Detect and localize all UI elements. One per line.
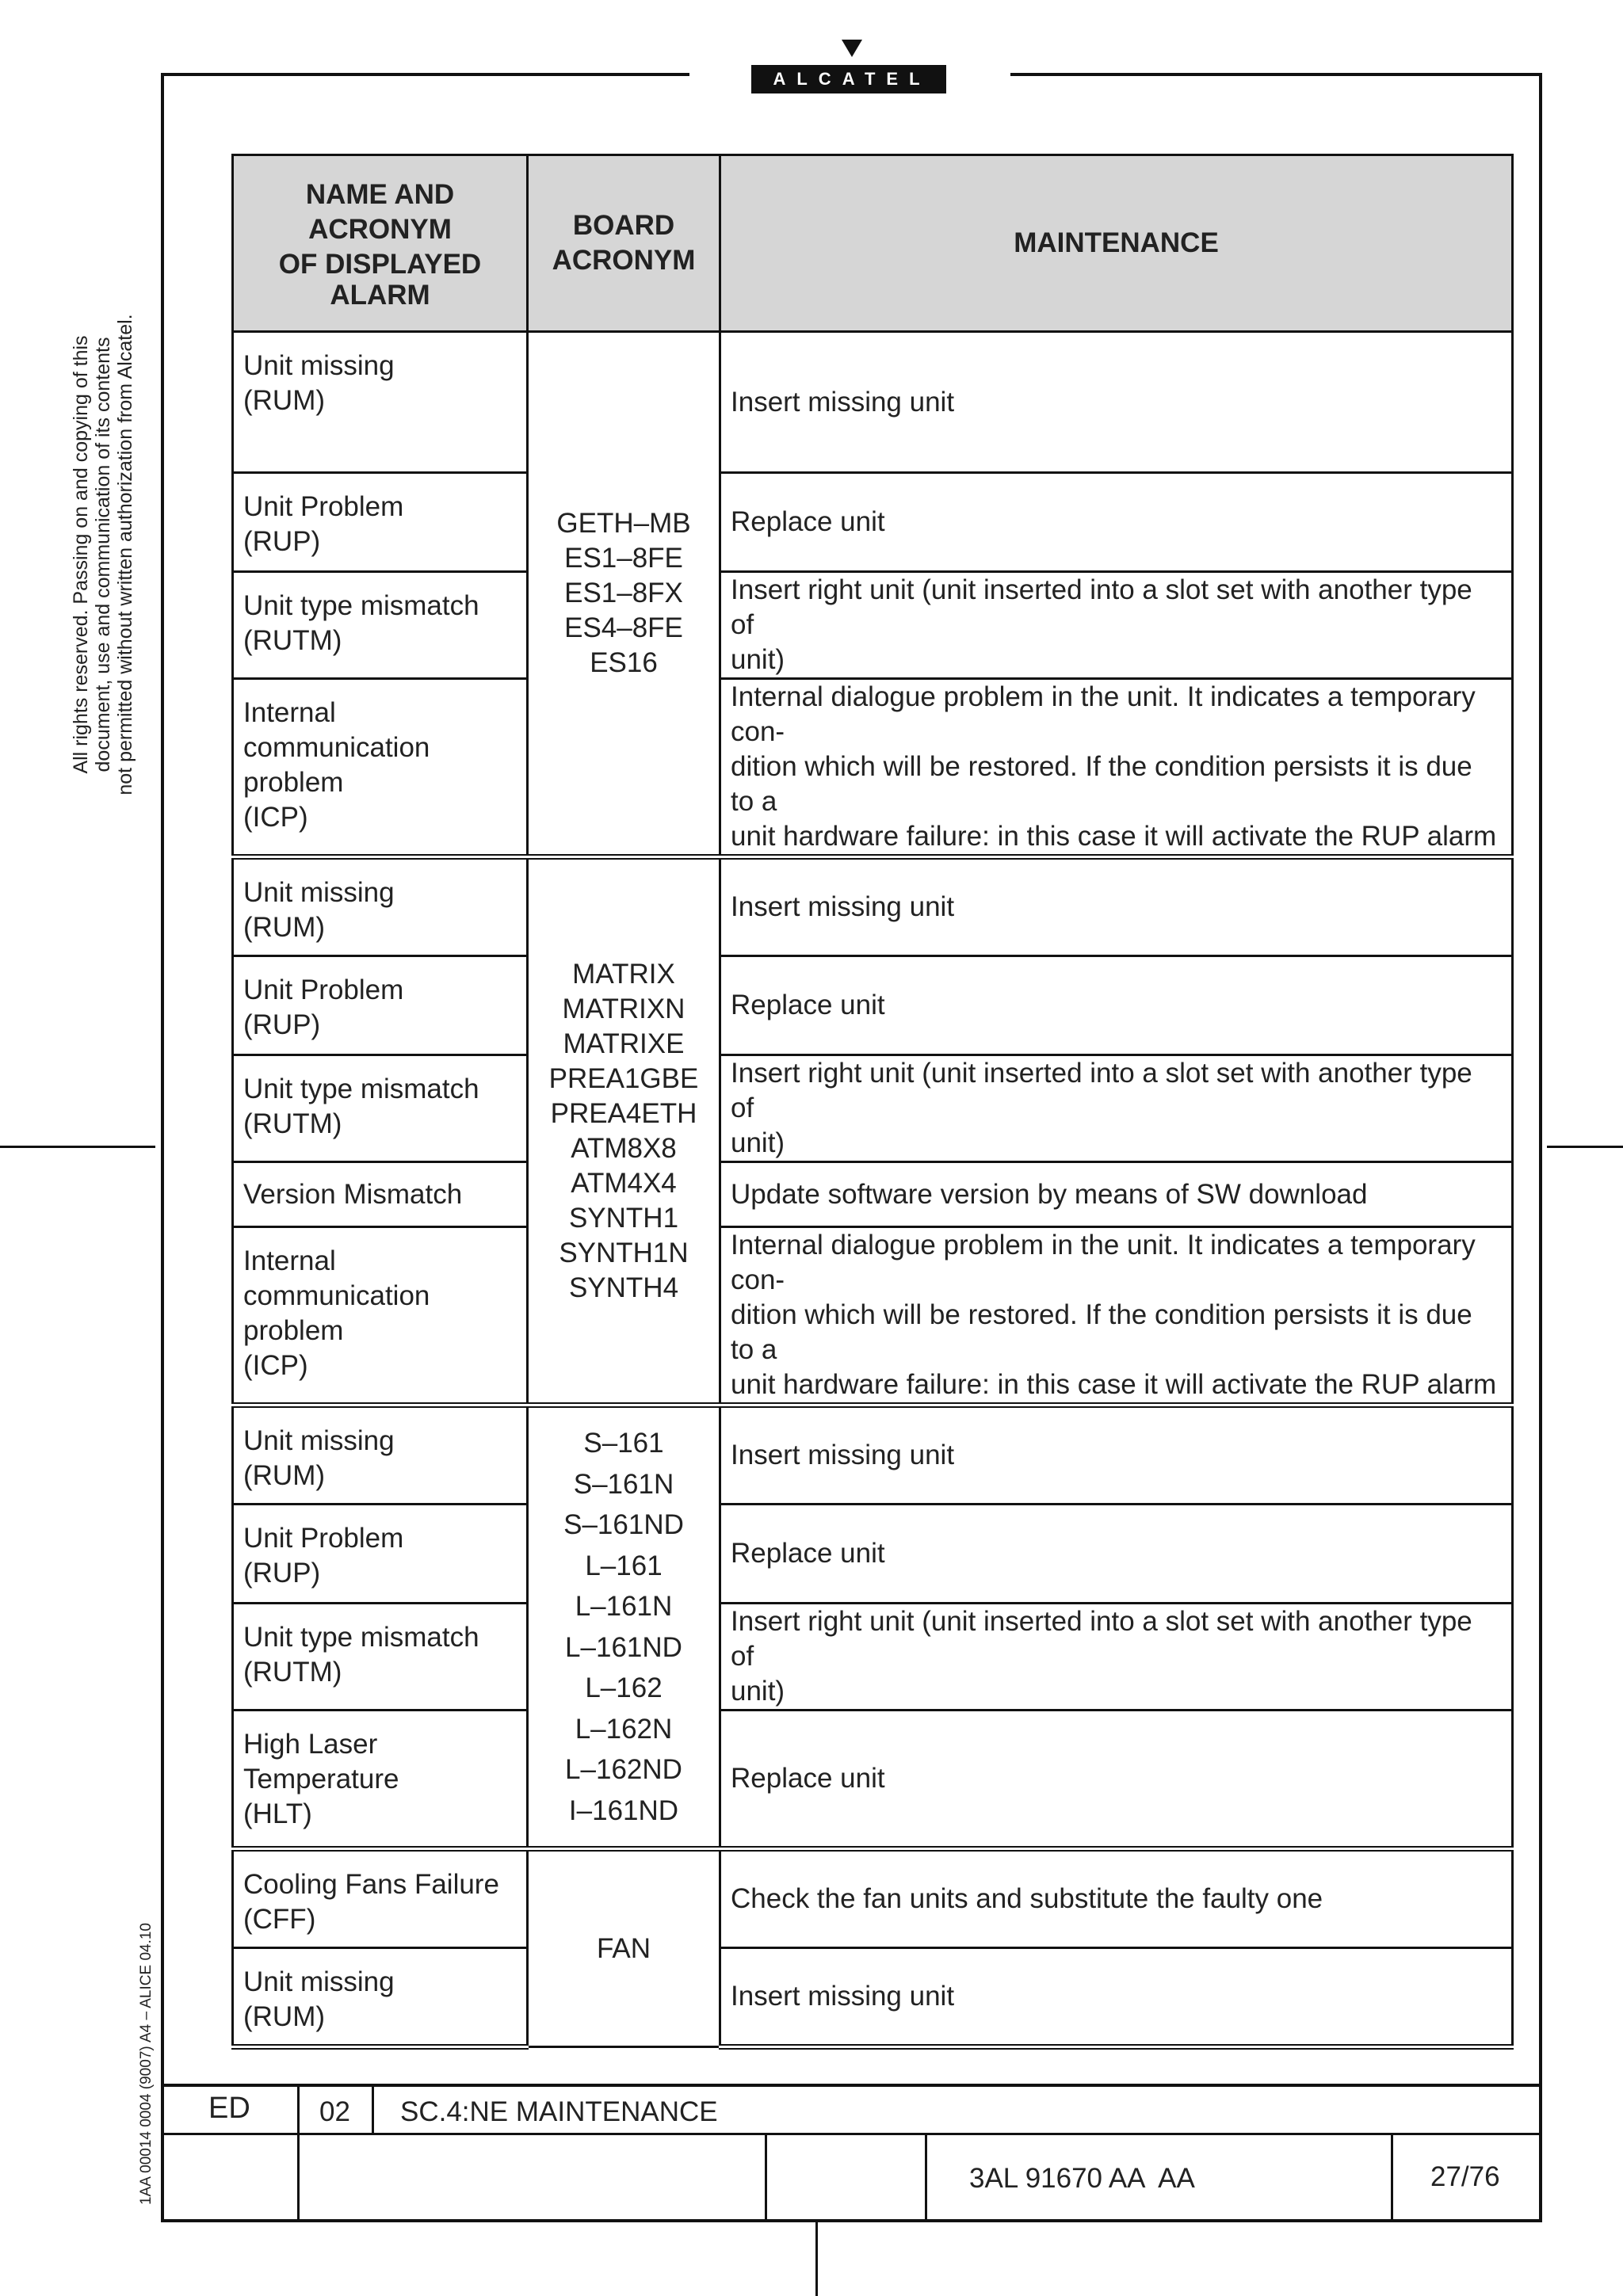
fold-mark-bottom <box>815 2222 818 2296</box>
board-acronym-cell <box>528 857 720 1405</box>
table-row <box>233 1162 1513 1227</box>
footer-ed-value: 02 <box>319 2096 350 2127</box>
alarm-name-line: Unit Problem <box>243 491 404 522</box>
maintenance-line: Update software version by means of SW download <box>731 1178 1368 1210</box>
board-acronym: S–161 <box>583 1428 664 1459</box>
alarm-name-cell <box>233 572 528 679</box>
frame-left-line <box>161 73 164 2222</box>
alarm-name-cell <box>233 1948 528 2047</box>
alcatel-logo: ALCATEL <box>751 65 946 93</box>
board-acronym: SYNTH4 <box>568 1272 679 1303</box>
document-code-text: 1AA 00014 0004 (9007) A4 – ALICE 04.10 <box>138 1923 155 2206</box>
maintenance-line: Insert right unit (unit inserted into a slot set with another type of <box>731 574 1472 640</box>
maintenance-line: unit) <box>731 1676 785 1707</box>
table-row <box>233 1711 1513 1849</box>
alarm-name-line: Unit missing <box>243 877 395 908</box>
alarm-name-cell <box>233 1505 528 1604</box>
board-acronym: PREA1GBE <box>548 1062 699 1094</box>
alarm-name-line: (HLT) <box>243 1798 312 1829</box>
alarm-name-line: Internal <box>243 697 336 728</box>
alarm-name-line: Unit missing <box>243 1966 395 1997</box>
table-row <box>233 956 1513 1055</box>
board-acronym: I–161ND <box>568 1794 679 1826</box>
maintenance-line: Insert missing unit <box>731 1981 955 2012</box>
maintenance-line: Replace unit <box>731 1763 885 1794</box>
alarm-name-line: (RUP) <box>243 1558 321 1589</box>
alarm-name-line: Cooling Fans Failure <box>243 1869 499 1900</box>
table-row <box>233 1505 1513 1604</box>
maintenance-action-cell <box>720 1505 1513 1604</box>
page-footer <box>161 2084 1542 2222</box>
board-acronym: FAN <box>596 1932 651 1964</box>
board-acronym: MATRIXE <box>563 1028 685 1059</box>
alarm-name-cell <box>233 473 528 572</box>
maintenance-line: Insert right unit (unit inserted into a slot set with another type of <box>731 1606 1472 1672</box>
maintenance-action-cell <box>720 1227 1513 1405</box>
alarm-name-line: communication <box>243 732 430 763</box>
maintenance-action-cell <box>720 956 1513 1055</box>
table-row <box>233 1849 1513 1948</box>
board-acronym: GETH–MB <box>556 508 691 539</box>
footer-page-number: 27/76 <box>1430 2161 1500 2192</box>
maintenance-line: Replace unit <box>731 506 885 537</box>
maintenance-line: Insert missing unit <box>731 386 955 418</box>
table-row <box>233 1055 1513 1162</box>
board-acronym: L–161ND <box>565 1631 682 1663</box>
alarm-name-cell <box>233 1711 528 1849</box>
maintenance-action-cell <box>720 332 1513 473</box>
alarm-name-cell <box>233 857 528 956</box>
table-header-row <box>233 155 1513 332</box>
alarm-name-cell <box>233 1604 528 1711</box>
maintenance-action-cell <box>720 1849 1513 1948</box>
board-acronym: MATRIX <box>572 958 675 990</box>
alarm-name-line: (RUM) <box>243 1460 326 1491</box>
alarm-name-cell <box>233 1227 528 1405</box>
maintenance-action-cell <box>720 679 1513 857</box>
maintenance-line: Insert missing unit <box>731 891 955 922</box>
alarm-name-line: Unit type mismatch <box>243 590 479 621</box>
maintenance-action-cell <box>720 1711 1513 1849</box>
maintenance-line: Check the fan units and substitute the faulty one <box>731 1883 1323 1914</box>
board-acronym: PREA4ETH <box>550 1097 697 1129</box>
logo-triangle-icon <box>842 40 862 57</box>
board-acronym: ES4–8FE <box>564 612 683 643</box>
alarm-name-cell <box>233 679 528 857</box>
table-row <box>233 473 1513 572</box>
alarm-name-line: Unit missing <box>243 350 395 381</box>
alarm-name-cell <box>233 956 528 1055</box>
alarm-name-cell <box>233 1405 528 1505</box>
board-acronym: ATM4X4 <box>571 1167 677 1199</box>
alarm-name-line: High Laser <box>243 1729 378 1760</box>
alarm-name-line: (RUTM) <box>243 1108 342 1139</box>
board-acronym: L–162N <box>575 1713 673 1745</box>
board-acronym: L–161 <box>585 1550 663 1581</box>
alarm-name-line: problem <box>243 767 344 798</box>
copyright-line: document, use and communication of its contents <box>92 337 114 772</box>
maintenance-line: unit) <box>731 1127 785 1158</box>
header-board-acronym: BOARD ACRONYM <box>528 155 720 332</box>
board-acronym: ATM8X8 <box>571 1132 677 1164</box>
copyright-notice <box>70 158 145 951</box>
copyright-line: All rights reserved. Passing on and copying of this <box>70 335 92 774</box>
table-row <box>233 1227 1513 1405</box>
header-name-acronym: NAME AND ACRONYM OF DISPLAYED ALARM <box>233 155 528 332</box>
alarm-name-line: Unit type mismatch <box>243 1074 479 1104</box>
maintenance-action-cell <box>720 1055 1513 1162</box>
board-acronym-cell <box>528 332 720 857</box>
board-acronym: ES1–8FE <box>564 543 683 574</box>
maintenance-line: dition which will be restored. If the condition persists it is due to a <box>731 1299 1472 1365</box>
footer-doc-number: 3AL 91670 AA AA <box>969 2163 1195 2194</box>
footer-ed-label: ED <box>208 2092 250 2125</box>
alarm-name-line: (RUM) <box>243 2001 326 2032</box>
table-row <box>233 572 1513 679</box>
board-acronym: S–161ND <box>563 1509 684 1540</box>
frame-top-right-line <box>1010 73 1542 76</box>
alarm-name-line: communication <box>243 1280 430 1311</box>
maintenance-action-cell <box>720 1162 1513 1227</box>
board-acronym-cell <box>528 1849 720 2047</box>
alarm-name-line: (RUP) <box>243 1009 321 1040</box>
alarm-name-line: (RUTM) <box>243 1657 342 1688</box>
board-acronym: SYNTH1 <box>568 1202 679 1234</box>
footer-section: SC.4:NE MAINTENANCE <box>400 2096 718 2127</box>
maintenance-action-cell <box>720 1604 1513 1711</box>
maintenance-line: unit hardware failure: in this case it will activate the RUP alarm <box>731 821 1497 852</box>
maintenance-line: Replace unit <box>731 1538 885 1569</box>
maintenance-line: Replace unit <box>731 990 885 1020</box>
alarm-name-cell <box>233 1055 528 1162</box>
maintenance-action-cell <box>720 857 1513 956</box>
board-acronym: L–162 <box>585 1672 663 1703</box>
frame-top-left-line <box>161 73 689 76</box>
alarm-name-cell <box>233 1849 528 1948</box>
table-row <box>233 1604 1513 1711</box>
frame-right-line <box>1539 73 1542 2222</box>
alarm-name-line: (ICP) <box>243 802 308 833</box>
alarm-name-line: Version Mismatch <box>243 1178 463 1210</box>
maintenance-action-cell <box>720 473 1513 572</box>
alarm-name-line: Unit missing <box>243 1425 395 1456</box>
alarm-name-line: Unit Problem <box>243 974 404 1005</box>
copyright-line: not permitted without written authorization from Alcatel. <box>114 314 136 795</box>
maintenance-line: Internal dialogue problem in the unit. It indicates a temporary con- <box>731 1230 1476 1295</box>
alarm-name-line: Unit Problem <box>243 1523 404 1554</box>
table-row <box>233 332 1513 473</box>
alarm-name-line: (CFF) <box>243 1904 316 1935</box>
alarm-name-line: Internal <box>243 1245 336 1276</box>
board-acronym: L–161N <box>575 1591 673 1622</box>
maintenance-line: Insert missing unit <box>731 1440 955 1470</box>
alarm-name-line: Temperature <box>243 1764 399 1794</box>
alarm-name-line: (RUM) <box>243 912 326 943</box>
board-acronym: SYNTH1N <box>559 1237 689 1268</box>
maintenance-action-cell <box>720 572 1513 679</box>
maintenance-line: dition which will be restored. If the condition persists it is due to a <box>731 751 1472 817</box>
alarm-name-cell <box>233 332 528 473</box>
alarm-name-line: (RUM) <box>243 385 326 416</box>
board-acronym: ES1–8FX <box>564 578 683 608</box>
alarm-name-line: (RUTM) <box>243 625 342 656</box>
document-code <box>131 1917 162 2210</box>
alarm-name-line: Unit type mismatch <box>243 1622 479 1653</box>
header-maintenance: MAINTENANCE <box>720 155 1513 332</box>
board-acronym: L–162ND <box>565 1754 682 1785</box>
board-acronym: MATRIXN <box>562 993 685 1024</box>
board-acronym: S–161N <box>573 1468 674 1500</box>
alarm-name-line: problem <box>243 1315 344 1346</box>
table-row <box>233 679 1513 857</box>
table-row <box>233 1948 1513 2047</box>
maintenance-table <box>231 154 1514 2050</box>
table-row <box>233 857 1513 956</box>
fold-mark-left <box>0 1146 155 1148</box>
table-row <box>233 1405 1513 1505</box>
maintenance-action-cell <box>720 1405 1513 1505</box>
maintenance-line: unit hardware failure: in this case it will activate the RUP alarm <box>731 1369 1497 1400</box>
fold-mark-right <box>1547 1146 1623 1148</box>
board-acronym: ES16 <box>590 647 658 678</box>
board-acronym-cell <box>528 1405 720 1849</box>
maintenance-line: Insert right unit (unit inserted into a slot set with another type of <box>731 1058 1472 1123</box>
alarm-name-line: (ICP) <box>243 1350 308 1381</box>
alarm-name-cell <box>233 1162 528 1227</box>
maintenance-action-cell <box>720 1948 1513 2047</box>
maintenance-line: Internal dialogue problem in the unit. It indicates a temporary con- <box>731 681 1476 747</box>
alarm-name-line: (RUP) <box>243 526 321 557</box>
maintenance-line: unit) <box>731 644 785 675</box>
